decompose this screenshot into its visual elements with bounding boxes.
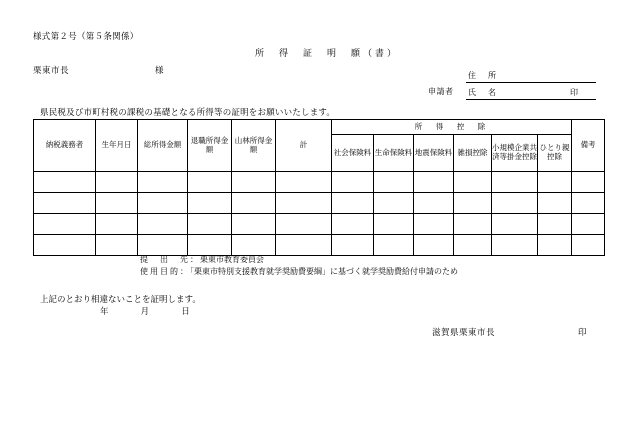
cell[interactable]	[374, 235, 414, 256]
cell[interactable]	[538, 172, 572, 193]
cell[interactable]	[414, 193, 454, 214]
applicant-label: 申請者	[428, 87, 454, 96]
address-field-rule[interactable]	[466, 82, 596, 83]
page-title: 所 得 証 明 願（書）	[255, 48, 400, 58]
cell[interactable]	[414, 235, 454, 256]
certification-text: 上記のとおり相違ないことを証明します。	[40, 294, 201, 304]
date-line[interactable]	[100, 305, 220, 317]
signer-name: 滋賀県栗東市長	[432, 327, 496, 337]
cell[interactable]	[374, 172, 414, 193]
cell[interactable]	[332, 214, 374, 235]
cell[interactable]	[188, 172, 232, 193]
cell[interactable]	[138, 214, 188, 235]
cell[interactable]	[276, 235, 332, 256]
income-table	[33, 119, 605, 256]
cell[interactable]	[572, 172, 605, 193]
cell[interactable]	[492, 172, 538, 193]
submission-block	[140, 254, 458, 279]
cell[interactable]	[188, 214, 232, 235]
header-forestry-income: 山林所得金額	[232, 120, 276, 172]
cell[interactable]	[454, 235, 492, 256]
date-day[interactable]: 日	[181, 306, 190, 316]
cell[interactable]	[138, 235, 188, 256]
cell[interactable]	[454, 214, 492, 235]
applicant-seal-mark: 印	[570, 88, 578, 97]
header-retirement-income: 退職所得金額	[188, 120, 232, 172]
intro-text: 県民税及び市町村税の課税の基礎となる所得等の証明をお願いいたします。	[40, 107, 336, 117]
header-small-enterprise-mutual-aid: 小規模企業共済等掛金控除	[492, 135, 538, 172]
header-total-income: 総所得金額	[138, 120, 188, 172]
cell[interactable]	[414, 214, 454, 235]
header-casualty-loss: 雑損控除	[454, 135, 492, 172]
form-number: 様式第２号（第５条関係）	[33, 31, 139, 41]
cell[interactable]	[492, 193, 538, 214]
cell[interactable]	[232, 193, 276, 214]
cell[interactable]	[538, 235, 572, 256]
date-month[interactable]: 月	[140, 306, 150, 316]
cell[interactable]	[232, 214, 276, 235]
table-row[interactable]	[34, 172, 605, 193]
header-remarks: 備考	[572, 120, 605, 172]
cell[interactable]	[276, 214, 332, 235]
table-header-row-top	[34, 120, 605, 135]
cell[interactable]	[414, 172, 454, 193]
cell[interactable]	[96, 193, 138, 214]
cell[interactable]	[572, 214, 605, 235]
cell[interactable]	[572, 235, 605, 256]
header-taxpayer: 納税義務者	[34, 120, 96, 172]
cell[interactable]	[276, 193, 332, 214]
cell[interactable]	[492, 235, 538, 256]
cell[interactable]	[188, 235, 232, 256]
cell[interactable]	[232, 235, 276, 256]
addressee: 栗東市長	[33, 65, 70, 75]
header-total: 計	[276, 120, 332, 172]
cell[interactable]	[188, 193, 232, 214]
submission-purpose-label: 使用目的：	[140, 267, 190, 277]
cell[interactable]	[138, 193, 188, 214]
cell[interactable]	[332, 172, 374, 193]
cell[interactable]	[96, 235, 138, 256]
cell[interactable]	[34, 172, 96, 193]
submission-destination-line	[140, 254, 458, 266]
name-field-label	[468, 87, 498, 98]
cell[interactable]	[572, 193, 605, 214]
cell[interactable]	[96, 172, 138, 193]
table-row[interactable]	[34, 193, 605, 214]
date-year[interactable]: 年	[100, 306, 109, 316]
cell[interactable]	[332, 235, 374, 256]
header-earthquake-insurance: 地震保険料	[414, 135, 454, 172]
cell[interactable]	[454, 193, 492, 214]
table-row[interactable]	[34, 235, 605, 256]
cell[interactable]	[138, 172, 188, 193]
cell[interactable]	[332, 193, 374, 214]
cell[interactable]	[34, 214, 96, 235]
cell[interactable]	[34, 235, 96, 256]
address-field-label	[468, 70, 498, 81]
header-deduction-group: 所 得 控 除	[332, 120, 572, 135]
cell[interactable]	[34, 193, 96, 214]
cell[interactable]	[538, 193, 572, 214]
signer-seal-mark: 印	[578, 327, 587, 337]
cell[interactable]	[454, 172, 492, 193]
name-label: 氏 名	[468, 88, 498, 97]
cell[interactable]	[374, 214, 414, 235]
submission-purpose-value: 「栗東市特別支援教育就学奨励費要綱」に基づく就学奨励費給付申請のため	[190, 267, 458, 277]
addressee-honorific: 様	[155, 65, 164, 75]
cell[interactable]	[538, 214, 572, 235]
cell[interactable]	[492, 214, 538, 235]
header-social-insurance: 社会保険料	[332, 135, 374, 172]
cell[interactable]	[96, 214, 138, 235]
submission-destination-label: 提 出 先：	[140, 255, 200, 264]
cell[interactable]	[232, 172, 276, 193]
cell[interactable]	[374, 193, 414, 214]
submission-purpose-line	[140, 266, 458, 278]
name-field-rule[interactable]	[466, 99, 596, 100]
header-single-parent: ひとり親控除	[538, 135, 572, 172]
cell[interactable]	[276, 172, 332, 193]
table-row[interactable]	[34, 214, 605, 235]
address-label: 住 所	[468, 71, 498, 80]
header-birthdate: 生年月日	[96, 120, 138, 172]
submission-destination-value: 栗東市教育委員会	[200, 255, 264, 264]
header-life-insurance: 生命保険料	[374, 135, 414, 172]
